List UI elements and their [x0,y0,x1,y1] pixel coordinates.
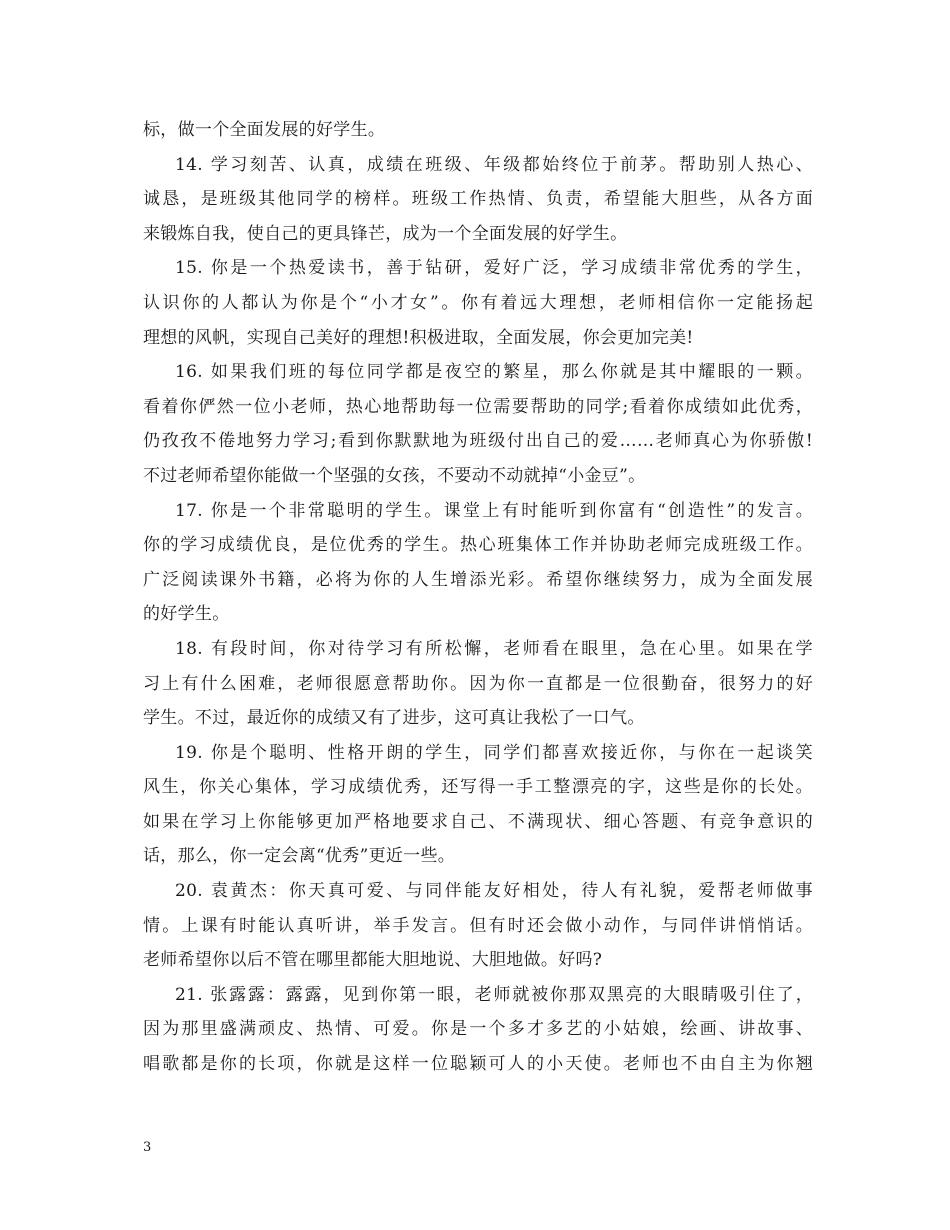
text-line: 来锻炼自我，使自己的更具锋芒，成为一个全面发展的好学生。 [143,223,628,244]
text-line: 风生，你关心集体，学习成绩优秀，还写得一手工整漂亮的字，这些是你的长处。 [143,777,813,798]
text-line: 广泛阅读课外书籍，必将为你的人生增添光彩。希望你继续努力，成为全面发展 [143,569,813,590]
text-line: 认识你的人都认为你是个“小才女”。你有着远大理想，老师相信你一定能扬起 [143,292,813,313]
text-line: 你的学习成绩优良，是位优秀的学生。热心班集体工作并协助老师完成班级工作。 [143,535,813,556]
text-line: 16. 如果我们班的每位同学都是夜空的繁星，那么你就是其中耀眼的一颗。 [175,362,813,383]
page-number: 3 [143,1140,152,1155]
text-line: 20. 袁黄杰：你天真可爱、与同伴能友好相处，待人有礼貌，爱帮老师做事 [175,881,813,902]
text-line: 21. 张露露：露露，见到你第一眼，老师就被你那双黑亮的大眼睛吸引住了， [175,984,813,1005]
text-line: 19. 你是个聪明、性格开朗的学生，同学们都喜欢接近你，与你在一起谈笑 [175,742,813,763]
text-line: 话，那么，你一定会离“优秀”更近一些。 [143,846,456,867]
text-line: 唱歌都是你的长项，你就是这样一位聪颖可人的小天使。老师也不由自主为你翘 [143,1054,813,1075]
text-line: 因为那里盛满顽皮、热情、可爱。你是一个多才多艺的小姑娘，绘画、讲故事、 [143,1019,813,1040]
text-line: 情。上课有时能认真听讲，举手发言。但有时还会做小动作，与同伴讲悄悄话。 [143,915,813,936]
text-line: 学生。不过，最近你的成绩又有了进步，这可真让我松了一口气。 [143,708,645,729]
text-line: 不过老师希望你能做一个坚强的女孩，不要动不动就掉“小金豆”。 [143,465,646,486]
text-line: 17. 你是一个非常聪明的学生。课堂上有时能听到你富有“创造性”的发言。 [175,500,813,521]
text-line: 老师希望你以后不管在哪里都能大胆地说、大胆地做。好吗? [143,950,603,971]
text-line: 15. 你是一个热爱读书，善于钻研，爱好广泛，学习成绩非常优秀的学生， [175,258,813,279]
text-line: 仍孜孜不倦地努力学习;看到你默默地为班级付出自己的爱……老师真心为你骄傲! [143,431,813,452]
text-line: 理想的风帆，实现自己美好的理想!积极进取，全面发展，你会更加完美! [143,327,694,348]
document-body [143,113,813,1082]
text-line: 看着你俨然一位小老师，热心地帮助每一位需要帮助的同学;看着你成绩如此优秀， [143,396,813,417]
text-line: 14. 学习刻苦、认真，成绩在班级、年级都始终位于前茅。帮助别人热心、 [175,154,813,175]
text-line: 习上有什么困难，老师很愿意帮助你。因为你一直都是一位很勤奋，很努力的好 [143,673,813,694]
text-line: 的好学生。 [143,604,230,625]
text-line: 18. 有段时间，你对待学习有所松懈，老师看在眼里，急在心里。如果在学 [175,638,813,659]
text-line: 如果在学习上你能够更加严格地要求自己、不满现状、细心答题、有竞争意识的 [143,811,813,832]
text-line: 标，做一个全面发展的好学生。 [143,120,386,140]
text-line: 诚恳，是班级其他同学的榜样。班级工作热情、负责，希望能大胆些，从各方面 [143,189,813,210]
